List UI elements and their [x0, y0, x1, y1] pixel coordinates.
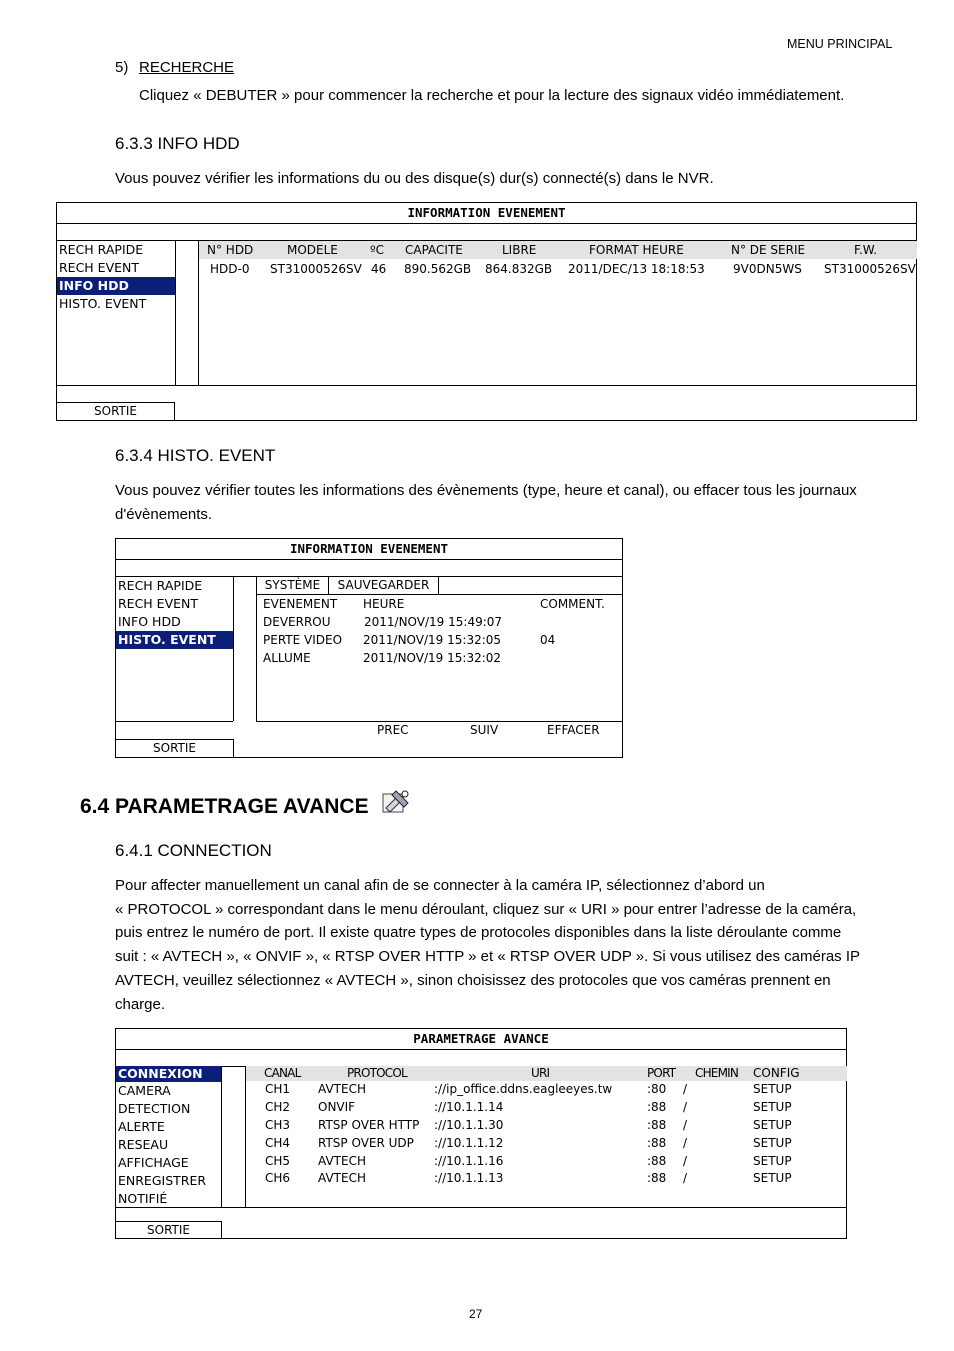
table-cell: CH3 — [265, 1118, 291, 1132]
uri-field[interactable]: ://10.1.1.30 — [434, 1118, 504, 1132]
suiv-button[interactable]: SUIV — [470, 723, 499, 737]
setup-button[interactable]: SETUP — [753, 1118, 792, 1132]
menu-item-reseau[interactable]: RESEAU — [118, 1137, 169, 1152]
chemin-field[interactable]: / — [683, 1118, 688, 1132]
table-cell: 2011/NOV/19 15:49:07 — [364, 615, 503, 629]
recherche-title: RECHERCHE — [139, 59, 235, 76]
panel-title: INFORMATION EVENEMENT — [407, 205, 566, 220]
port-field[interactable]: :80 — [647, 1082, 667, 1096]
parametrage-panel — [115, 1028, 847, 1239]
menu-item-histo-event[interactable]: HISTO. EVENT — [116, 631, 233, 649]
connection-heading: 6.4.1 CONNECTION — [115, 841, 272, 860]
table-cell: ALLUME — [263, 651, 311, 665]
col-serie: N° DE SERIE — [731, 243, 806, 257]
chemin-field[interactable]: / — [683, 1100, 688, 1114]
histo-event-heading: 6.3.4 HISTO. EVENT — [115, 446, 276, 465]
col-libre: LIBRE — [502, 243, 537, 257]
port-field[interactable]: :88 — [647, 1100, 667, 1114]
prec-button[interactable]: PREC — [377, 723, 409, 737]
table-cell: CH5 — [265, 1154, 291, 1168]
port-field[interactable]: :88 — [647, 1118, 667, 1132]
protocol-select[interactable]: RTSP OVER HTTP — [318, 1118, 420, 1132]
menu-item-histo-event[interactable]: HISTO. EVENT — [59, 296, 147, 311]
menu-item-enregistrer[interactable]: ENREGISTRER — [118, 1173, 207, 1188]
panel-title: PARAMETRAGE AVANCE — [413, 1031, 549, 1046]
table-cell: 04 — [540, 633, 556, 647]
table-cell: 864.832GB — [485, 262, 553, 276]
col-canal: CANAL — [264, 1066, 301, 1080]
protocol-select[interactable]: ONVIF — [318, 1100, 356, 1114]
menu-item-info-hdd[interactable]: INFO HDD — [57, 277, 175, 295]
col-hdd: N° HDD — [207, 243, 254, 257]
menu-item-info-hdd[interactable]: INFO HDD — [118, 614, 181, 629]
setup-button[interactable]: SETUP — [753, 1100, 792, 1114]
menu-item-connexion[interactable]: CONNEXION — [116, 1066, 221, 1082]
table-cell: PERTE VIDEO — [263, 633, 343, 647]
port-field[interactable]: :88 — [647, 1154, 667, 1168]
paragraph-line: Pour affecter manuellement un canal afin de se connecter à la caméra IP, sélectionnez d’abord un — [115, 877, 765, 894]
uri-field[interactable]: ://10.1.1.12 — [434, 1136, 504, 1150]
hdd-table — [198, 241, 917, 385]
table-cell: ST31000526SV — [270, 262, 362, 276]
menu-item-rech-event[interactable]: RECH EVENT — [59, 260, 140, 275]
protocol-select[interactable]: RTSP OVER UDP — [318, 1136, 414, 1150]
side-menu — [116, 577, 234, 721]
col-capacite: CAPACITE — [405, 243, 463, 257]
sortie-button[interactable]: SORTIE — [57, 402, 175, 420]
info-hdd-heading: 6.3.3 INFO HDD — [115, 134, 240, 153]
col-fw: F.W. — [854, 243, 878, 257]
col-uri: URI — [531, 1066, 550, 1080]
protocol-select[interactable]: AVTECH — [318, 1154, 366, 1168]
col-format-heure: FORMAT HEURE — [589, 243, 684, 257]
paragraph-line: charge. — [115, 996, 166, 1013]
table-cell: 9V0DN5WS — [733, 262, 802, 276]
effacer-button[interactable]: EFFACER — [547, 723, 600, 737]
side-menu — [116, 1066, 222, 1207]
col-temp: ºC — [370, 243, 385, 257]
table-cell: CH4 — [265, 1136, 291, 1150]
uri-field[interactable]: ://ip_office.ddns.eagleeyes.tw — [434, 1082, 613, 1096]
paragraph-line: AVTECH, veuillez sélectionnez « AVTECH », sinon choisissez des protocoles que vos caméras prennent en — [115, 972, 831, 989]
setup-button[interactable]: SETUP — [753, 1154, 792, 1168]
table-cell: CH6 — [265, 1171, 291, 1185]
table-cell: 2011/NOV/19 15:32:05 — [363, 633, 502, 647]
menu-item-rech-rapide[interactable]: RECH RAPIDE — [59, 242, 144, 257]
uri-field[interactable]: ://10.1.1.13 — [434, 1171, 504, 1185]
table-cell: 46 — [371, 262, 387, 276]
col-modele: MODELE — [287, 243, 338, 257]
running-header: MENU PRINCIPAL — [787, 37, 893, 51]
col-port: PORT — [647, 1066, 676, 1080]
menu-item-rech-event[interactable]: RECH EVENT — [118, 596, 199, 611]
port-field[interactable]: :88 — [647, 1171, 667, 1185]
table-cell: 2011/NOV/19 15:32:02 — [363, 651, 502, 665]
col-heure: HEURE — [363, 597, 405, 611]
paragraph-line: suit : « AVTECH », « ONVIF », « RTSP OVER HTTP » et « RTSP OVER UDP ». Si vous utilisez des caméras IP — [115, 948, 860, 965]
col-comment: COMMENT. — [540, 597, 605, 611]
protocol-select[interactable]: AVTECH — [318, 1082, 366, 1096]
table-cell: ST31000526SV — [824, 262, 916, 276]
sortie-button[interactable]: SORTIE — [116, 739, 234, 757]
recherche-text: Cliquez « DEBUTER » pour commencer la recherche et pour la lecture des signaux vidéo immédiatement. — [139, 87, 845, 104]
menu-item-affichage[interactable]: AFFICHAGE — [118, 1155, 189, 1170]
table-cell: DEVERROU — [263, 615, 331, 629]
panel-title: INFORMATION EVENEMENT — [289, 541, 449, 556]
chemin-field[interactable]: / — [683, 1082, 688, 1096]
port-field[interactable]: :88 — [647, 1136, 667, 1150]
parametrage-heading: 6.4 PARAMETRAGE AVANCE — [80, 795, 369, 818]
histo-event-text-1: Vous pouvez vérifier toutes les informations des évènements (type, heure et canal), ou effacer tous les journaux — [115, 482, 857, 499]
col-evenement: EVENEMENT — [263, 597, 338, 611]
table-cell: CH1 — [265, 1082, 291, 1096]
col-config: CONFIG — [753, 1066, 800, 1080]
info-hdd-text: Vous pouvez vérifier les informations du ou des disque(s) dur(s) connecté(s) dans le NVR. — [115, 170, 714, 187]
page-number: 27 — [469, 1307, 483, 1321]
table-cell: CH2 — [265, 1100, 291, 1114]
col-chemin: CHEMIN — [695, 1066, 739, 1080]
histo-event-panel — [115, 538, 623, 758]
menu-item-alerte[interactable]: ALERTE — [118, 1119, 165, 1134]
menu-item-camera[interactable]: CAMERA — [118, 1083, 171, 1098]
chemin-field[interactable]: / — [683, 1136, 688, 1150]
tools-icon — [382, 789, 410, 815]
event-list — [256, 577, 623, 722]
connection-table — [245, 1066, 847, 1207]
protocol-select[interactable]: AVTECH — [318, 1171, 366, 1185]
tab-sauvegarder[interactable]: SAUVEGARDER — [328, 577, 439, 595]
paragraph-line: « PROTOCOL » correspondant dans le menu déroulant, cliquez sur « URI » pour entrer l’adresse de la caméra, — [115, 901, 857, 918]
chemin-field[interactable]: / — [683, 1154, 688, 1168]
table-cell: HDD-0 — [210, 262, 250, 276]
recherche-number: 5) — [115, 59, 129, 76]
uri-field[interactable]: ://10.1.1.16 — [434, 1154, 504, 1168]
side-menu — [57, 241, 176, 385]
sortie-button[interactable]: SORTIE — [116, 1221, 222, 1238]
paragraph-line: puis entrez le numéro de port. Il existe quatre types de protocoles disponibles dans la liste déroulante comme — [115, 924, 842, 941]
histo-event-text-2: d'évènements. — [115, 506, 213, 523]
setup-button[interactable]: SETUP — [753, 1171, 792, 1185]
setup-button[interactable]: SETUP — [753, 1082, 792, 1096]
tab-systeme[interactable]: SYSTÈME — [257, 577, 329, 595]
table-cell: 890.562GB — [404, 262, 472, 276]
info-hdd-panel — [56, 202, 917, 421]
menu-item-detection[interactable]: DETECTION — [118, 1101, 191, 1116]
menu-item-rech-rapide[interactable]: RECH RAPIDE — [118, 578, 203, 593]
setup-button[interactable]: SETUP — [753, 1136, 792, 1150]
menu-item-notifie[interactable]: NOTIFIÉ — [118, 1191, 168, 1206]
chemin-field[interactable]: / — [683, 1171, 688, 1185]
uri-field[interactable]: ://10.1.1.14 — [434, 1100, 504, 1114]
table-cell: 2011/DEC/13 18:18:53 — [568, 262, 705, 276]
col-protocol: PROTOCOL — [347, 1066, 407, 1080]
